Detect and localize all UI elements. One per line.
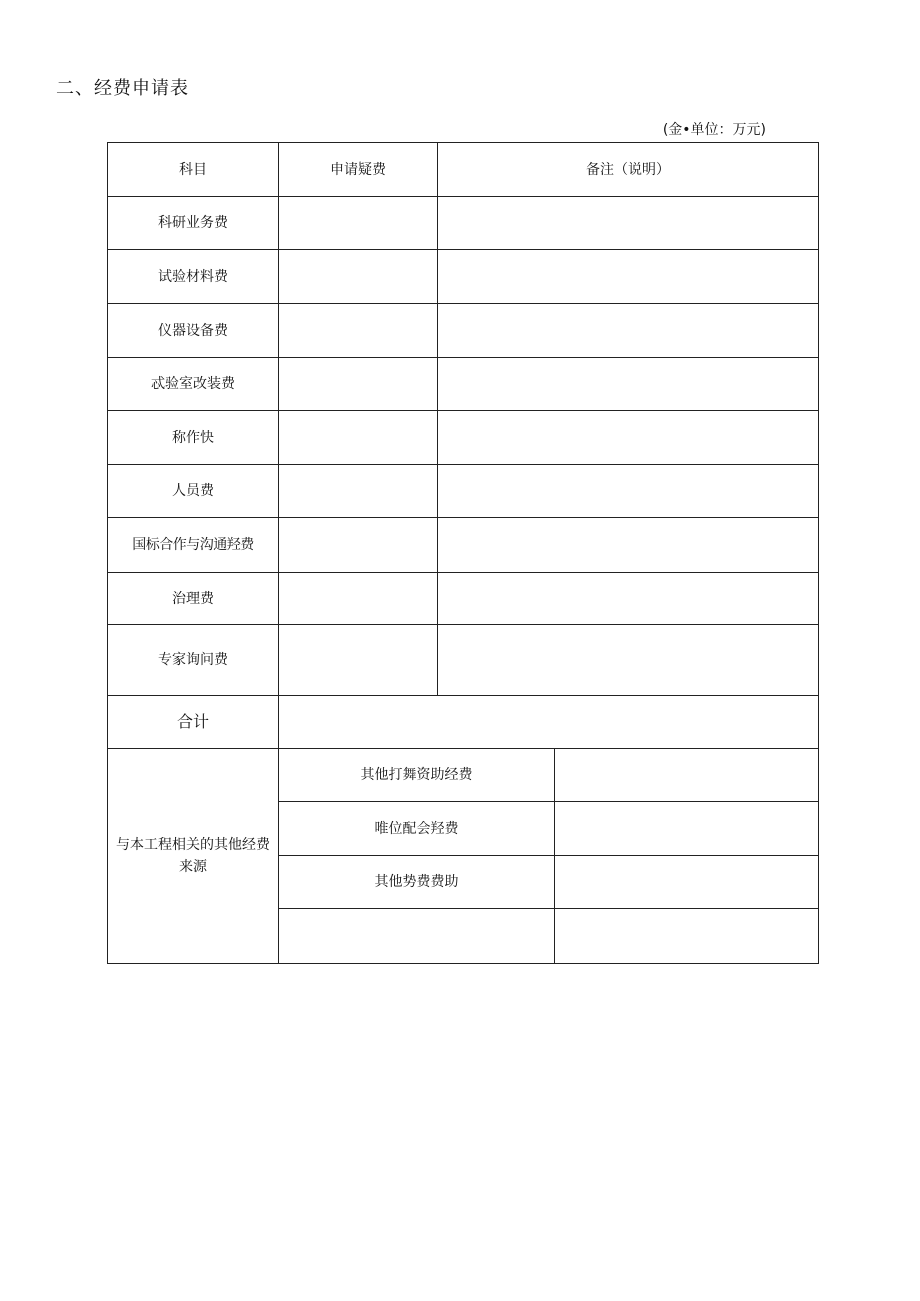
table-row: [108, 518, 819, 573]
amount-cell[interactable]: [279, 250, 438, 304]
unit-note: (金•单位：万元): [662, 122, 766, 138]
table-row: [108, 304, 819, 358]
amount-cell[interactable]: [279, 573, 438, 625]
amount-cell[interactable]: [279, 465, 438, 518]
subject-cell: 试验材料费: [108, 250, 279, 304]
subject-cell: 专家询问费: [108, 625, 279, 696]
table-row: [108, 250, 819, 304]
total-value[interactable]: [279, 696, 819, 749]
header-remark: 备注（说明）: [438, 143, 819, 197]
remark-cell[interactable]: [438, 518, 819, 573]
section-title: 二、经费申请表: [56, 78, 189, 99]
amount-cell[interactable]: [279, 411, 438, 465]
other-source-name[interactable]: [279, 909, 555, 964]
subject-cell: 忒验室改装费: [108, 358, 279, 411]
remark-cell[interactable]: [438, 197, 819, 250]
table-row: [108, 197, 819, 250]
other-source-value[interactable]: [555, 802, 819, 856]
subject-cell: 科研业务费: [108, 197, 279, 250]
other-source-value[interactable]: [555, 856, 819, 909]
amount-cell[interactable]: [279, 197, 438, 250]
other-source-value[interactable]: [555, 749, 819, 802]
other-sources-label: 与本工程相关的其他经费来源: [108, 749, 279, 964]
remark-cell[interactable]: [438, 250, 819, 304]
other-source-value[interactable]: [555, 909, 819, 964]
remark-cell[interactable]: [438, 625, 819, 696]
other-source-row: [108, 749, 819, 802]
total-label: 合计: [108, 696, 279, 749]
subject-cell: 人员费: [108, 465, 279, 518]
remark-cell[interactable]: [438, 358, 819, 411]
header-amount: 申请疑费: [279, 143, 438, 197]
remark-cell[interactable]: [438, 304, 819, 358]
table-row: [108, 465, 819, 518]
subject-cell: 仪器设备费: [108, 304, 279, 358]
remark-cell[interactable]: [438, 465, 819, 518]
other-source-name: 唯位配会羟费: [279, 802, 555, 856]
table-row: [108, 411, 819, 465]
table-header-row: [108, 143, 819, 197]
other-source-name: 其他打舞资助经费: [279, 749, 555, 802]
funding-application-table: [107, 142, 819, 964]
subject-cell: 治理费: [108, 573, 279, 625]
subject-cell: 国标合作与沟通羟费: [108, 518, 279, 573]
remark-cell[interactable]: [438, 411, 819, 465]
total-row: [108, 696, 819, 749]
table-row: [108, 625, 819, 696]
table-row: [108, 358, 819, 411]
subject-cell: 称作快: [108, 411, 279, 465]
header-subject: 科目: [108, 143, 279, 197]
remark-cell[interactable]: [438, 573, 819, 625]
amount-cell[interactable]: [279, 304, 438, 358]
table-row: [108, 573, 819, 625]
amount-cell[interactable]: [279, 625, 438, 696]
amount-cell[interactable]: [279, 358, 438, 411]
other-source-name: 其他势费费助: [279, 856, 555, 909]
amount-cell[interactable]: [279, 518, 438, 573]
